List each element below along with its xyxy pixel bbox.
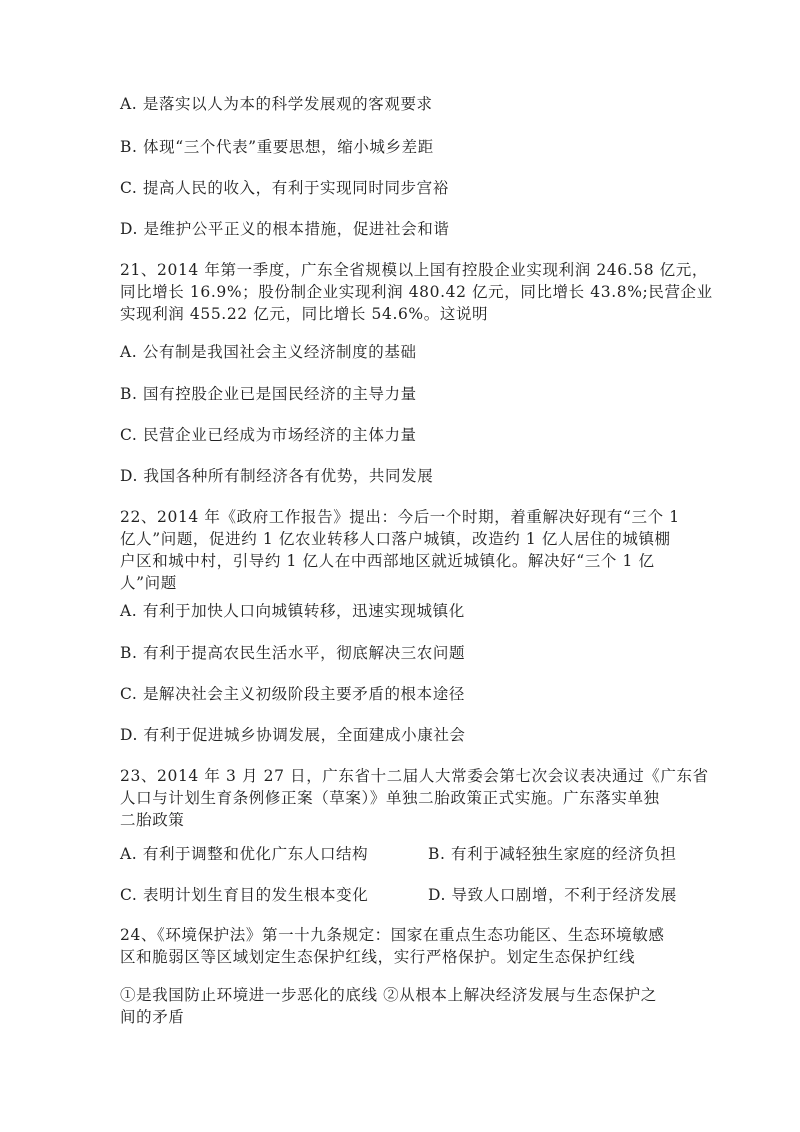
q24-item-line: 间的矛盾 bbox=[120, 1008, 185, 1026]
q23-option-b: B. 有利于减轻独生家庭的经济负担 bbox=[428, 845, 677, 863]
q21-option-b: B. 国有控股企业已是国民经济的主导力量 bbox=[120, 385, 417, 403]
q22-stem-line: 户区和城中村，引导约 1 亿人在中西部地区就近城镇化。解决好“三个 1 亿 bbox=[120, 552, 655, 570]
q22-option-d: D. 有利于促进城乡协调发展，全面建成小康社会 bbox=[120, 726, 466, 744]
q22-stem-line: 亿人”问题，促进约 1 亿农业转移人口落户城镇，改造约 1 亿人居住的城镇棚 bbox=[120, 530, 671, 548]
q20-option-c: C. 提高人民的收入，有利于实现同时同步宫裕 bbox=[120, 179, 449, 197]
q23-option-c: C. 表明计划生育目的发生根本变化 bbox=[120, 886, 369, 904]
q24-item-line: ①是我国防止环境进一步恶化的底线 ②从根本上解决经济发展与生态保护之 bbox=[120, 986, 657, 1004]
q24-stem-line: 24、《环境保护法》第一十九条规定：国家在重点生态功能区、生态环境敏感 bbox=[120, 926, 665, 944]
q22-option-a: A. 有利于加快人口向城镇转移，迅速实现城镇化 bbox=[120, 602, 465, 620]
q24-stem-line: 区和脆弱区等区域划定生态保护红线，实行严格保护。划定生态保护红线 bbox=[120, 948, 636, 966]
q22-stem-line: 22、2014 年《政府工作报告》提出：今后一个时期，着重解决好现有“三个 1 bbox=[120, 508, 680, 526]
q22-option-b: B. 有利于提高农民生活水平，彻底解决三农问题 bbox=[120, 644, 466, 662]
q23-option-a: A. 有利于调整和优化广东人口结构 bbox=[120, 845, 369, 863]
q21-option-d: D. 我国各种所有制经济各有优势，共同发展 bbox=[120, 467, 434, 485]
q21-option-a: A. 公有制是我国社会主义经济制度的基础 bbox=[120, 343, 417, 361]
q23-stem-line: 23、2014 年 3 月 27 日，广东省十二届人大常委会第七次会议表决通过《广东省 bbox=[120, 767, 709, 785]
q21-stem-line: 实现利润 455.22 亿元，同比增长 54.6%。这说明 bbox=[120, 305, 489, 323]
q20-option-d: D. 是维护公平正义的根本措施，促进社会和谐 bbox=[120, 220, 450, 238]
q23-option-d: D. 导致人口剧增，不利于经济发展 bbox=[428, 886, 677, 904]
q23-stem-line: 人口与计划生育条例修正案（草案）》单独二胎政策正式实施。广东落实单独 bbox=[120, 789, 660, 807]
q20-option-b: B. 体现“三个代表”重要思想，缩小城乡差距 bbox=[120, 138, 434, 156]
q21-option-c: C. 民营企业已经成为市场经济的主体力量 bbox=[120, 426, 417, 444]
q21-stem-line: 21、2014 年第一季度，广东全省规模以上国有控股企业实现利润 246.58 亿元， bbox=[120, 261, 708, 279]
q22-stem-line: 人”问题 bbox=[120, 574, 177, 592]
q22-option-c: C. 是解决社会主义初级阶段主要矛盾的根本途径 bbox=[120, 685, 465, 703]
q23-stem-line: 二胎政策 bbox=[120, 811, 185, 829]
q21-stem-line: 同比增长 16.9%；股份制企业实现利润 480.42 亿元，同比增长 43.8%;民营企业 bbox=[120, 283, 713, 301]
q20-option-a: A. 是落实以人为本的科学发展观的客观要求 bbox=[120, 95, 433, 113]
